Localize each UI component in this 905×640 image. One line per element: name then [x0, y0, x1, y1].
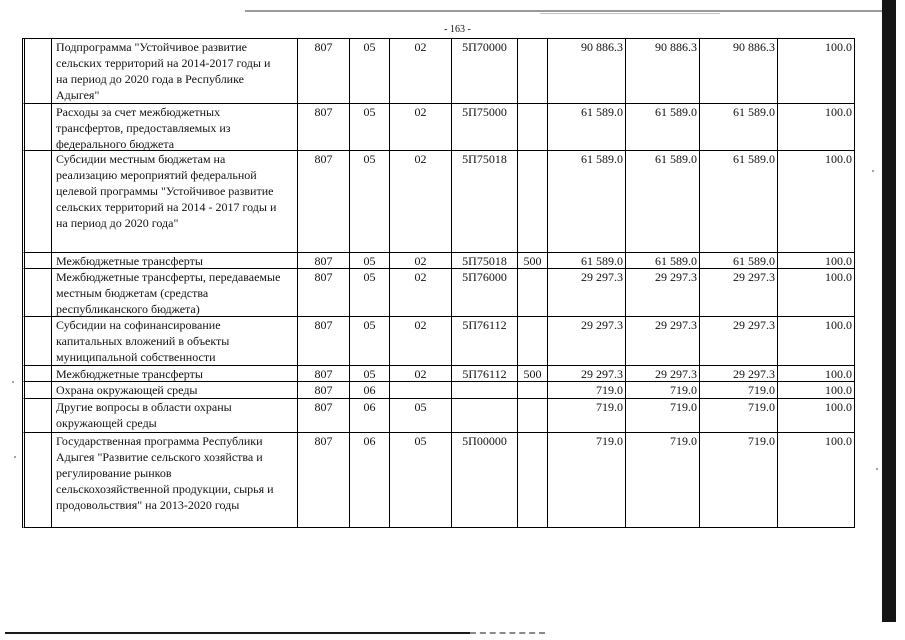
- table-row: [22, 104, 855, 151]
- amount-cell-3: 29 297.3: [700, 366, 778, 382]
- table-row: [22, 253, 855, 269]
- expense-type-cell: [518, 317, 548, 366]
- row-name-line: продовольствия" на 2013-2020 годы: [56, 498, 240, 512]
- row-name-line: Охрана окружающей среды: [56, 383, 198, 397]
- row-margin-cell: [22, 366, 52, 382]
- percent-cell: 100.0: [778, 151, 855, 253]
- amount-cell-2: 29 297.3: [626, 366, 700, 382]
- amount-cell-3: 719.0: [700, 382, 778, 399]
- ministry-code-cell: 807: [298, 39, 350, 104]
- row-name-cell: [52, 253, 298, 269]
- percent-cell: 100.0: [778, 253, 855, 269]
- row-margin-cell: [22, 399, 52, 433]
- expense-type-cell: [518, 269, 548, 317]
- subsection-code-cell: [390, 382, 452, 399]
- amount-cell-2: 719.0: [626, 382, 700, 399]
- amount-cell-1: 719.0: [548, 382, 626, 399]
- scan-artifact-top-line-faint: [540, 13, 720, 14]
- amount-cell-1: 61 589.0: [548, 151, 626, 253]
- row-name-line: Подпрограмма "Устойчивое развитие: [56, 40, 247, 54]
- target-article-cell: 5П75000: [452, 104, 518, 151]
- target-article-cell: [452, 399, 518, 433]
- target-article-cell: 5П76112: [452, 317, 518, 366]
- subsection-code-cell: 02: [390, 269, 452, 317]
- ministry-code-cell: 807: [298, 104, 350, 151]
- expense-type-cell: 500: [518, 366, 548, 382]
- row-name-line: Межбюджетные трансферты: [56, 367, 203, 381]
- scan-speck: [872, 170, 874, 172]
- table-row: [22, 39, 855, 104]
- scan-artifact-top-line: [245, 10, 885, 12]
- percent-cell: 100.0: [778, 104, 855, 151]
- section-code-cell: 05: [350, 151, 390, 253]
- row-name-line: сельских территорий на 2014 - 2017 годы и: [56, 200, 277, 214]
- subsection-code-cell: 02: [390, 366, 452, 382]
- row-name-cell: [52, 104, 298, 151]
- row-name-line: Адыгея "Развитие сельского хозяйства и: [56, 450, 263, 464]
- table-row: [22, 317, 855, 366]
- expense-type-cell: [518, 382, 548, 399]
- section-code-cell: 05: [350, 253, 390, 269]
- row-name-line: сельскохозяйственной продукции, сырья и: [56, 482, 274, 496]
- amount-cell-2: 719.0: [626, 399, 700, 433]
- amount-cell-2: 61 589.0: [626, 253, 700, 269]
- ministry-code-cell: 807: [298, 253, 350, 269]
- row-name-line: окружающей среды: [56, 416, 157, 430]
- amount-cell-1: 90 886.3: [548, 39, 626, 104]
- ministry-code-cell: 807: [298, 269, 350, 317]
- row-name-line: Субсидии местным бюджетам на: [56, 152, 226, 166]
- percent-cell: 100.0: [778, 317, 855, 366]
- amount-cell-3: 719.0: [700, 433, 778, 528]
- row-name-cell: [52, 382, 298, 399]
- row-name-line: Субсидии на софинансирование: [56, 318, 221, 332]
- row-name-line: Государственная программа Республики: [56, 434, 263, 448]
- expense-type-cell: [518, 39, 548, 104]
- section-code-cell: 06: [350, 433, 390, 528]
- table-row: [22, 151, 855, 253]
- row-name-cell: [52, 433, 298, 528]
- row-name-line: Межбюджетные трансферты, передаваемые: [56, 270, 281, 284]
- row-name-line: муниципальной собственности: [56, 350, 216, 364]
- percent-cell: 100.0: [778, 269, 855, 317]
- row-name-line: сельских территорий на 2014-2017 годы и: [56, 56, 271, 70]
- scan-artifact-bottom-dashes: [470, 632, 545, 634]
- target-article-cell: 5П76000: [452, 269, 518, 317]
- row-name-line: целевой программы "Устойчивое развитие: [56, 184, 274, 198]
- row-margin-cell: [22, 269, 52, 317]
- row-name-line: регулирование рынков: [56, 466, 172, 480]
- amount-cell-1: 61 589.0: [548, 104, 626, 151]
- percent-cell: 100.0: [778, 399, 855, 433]
- target-article-cell: 5П70000: [452, 39, 518, 104]
- ministry-code-cell: 807: [298, 151, 350, 253]
- table-row: [22, 269, 855, 317]
- row-margin-cell: [22, 382, 52, 399]
- amount-cell-3: 90 886.3: [700, 39, 778, 104]
- amount-cell-2: 719.0: [626, 433, 700, 528]
- target-article-cell: 5П75018: [452, 151, 518, 253]
- row-name-line: местным бюджетам (средства: [56, 286, 209, 300]
- table-row: [22, 366, 855, 382]
- amount-cell-3: 61 589.0: [700, 151, 778, 253]
- target-article-cell: [452, 382, 518, 399]
- amount-cell-3: 719.0: [700, 399, 778, 433]
- row-name-cell: [52, 39, 298, 104]
- expense-type-cell: [518, 399, 548, 433]
- amount-cell-1: 29 297.3: [548, 269, 626, 317]
- subsection-code-cell: 02: [390, 151, 452, 253]
- section-code-cell: 06: [350, 399, 390, 433]
- row-margin-cell: [22, 317, 52, 366]
- scan-speck: [14, 456, 16, 458]
- table-row: [22, 433, 855, 528]
- row-name-line: Другие вопросы в области охраны: [56, 400, 232, 414]
- row-margin-cell: [22, 433, 52, 528]
- amount-cell-1: 719.0: [548, 433, 626, 528]
- scan-speck: [876, 468, 878, 470]
- expense-type-cell: [518, 151, 548, 253]
- table-row: [22, 399, 855, 433]
- subsection-code-cell: 05: [390, 399, 452, 433]
- amount-cell-1: 29 297.3: [548, 317, 626, 366]
- ministry-code-cell: 807: [298, 366, 350, 382]
- amount-cell-1: 61 589.0: [548, 253, 626, 269]
- amount-cell-2: 90 886.3: [626, 39, 700, 104]
- expense-type-cell: [518, 104, 548, 151]
- row-name-line: на период до 2020 года в Республике: [56, 72, 244, 86]
- amount-cell-3: 29 297.3: [700, 269, 778, 317]
- section-code-cell: 05: [350, 104, 390, 151]
- scan-speck: [12, 381, 14, 383]
- section-code-cell: 05: [350, 317, 390, 366]
- amount-cell-2: 29 297.3: [626, 269, 700, 317]
- amount-cell-2: 61 589.0: [626, 151, 700, 253]
- row-name-line: республиканского бюджета): [56, 302, 200, 316]
- amount-cell-1: 719.0: [548, 399, 626, 433]
- row-name-cell: [52, 366, 298, 382]
- amount-cell-3: 61 589.0: [700, 253, 778, 269]
- percent-cell: 100.0: [778, 39, 855, 104]
- ministry-code-cell: 807: [298, 433, 350, 528]
- row-margin-cell: [22, 253, 52, 269]
- percent-cell: 100.0: [778, 382, 855, 399]
- row-name-line: Расходы за счет межбюджетных: [56, 105, 221, 119]
- scan-artifact-right-edge: [882, 0, 896, 622]
- expense-type-cell: [518, 433, 548, 528]
- target-article-cell: 5П00000: [452, 433, 518, 528]
- percent-cell: 100.0: [778, 433, 855, 528]
- section-code-cell: 06: [350, 382, 390, 399]
- row-margin-cell: [22, 151, 52, 253]
- amount-cell-3: 61 589.0: [700, 104, 778, 151]
- row-margin-cell: [22, 39, 52, 104]
- budget-table: [22, 38, 855, 528]
- target-article-cell: 5П75018: [452, 253, 518, 269]
- row-name-cell: [52, 269, 298, 317]
- subsection-code-cell: 02: [390, 253, 452, 269]
- subsection-code-cell: 02: [390, 104, 452, 151]
- scan-artifact-bottom-line: [5, 632, 470, 634]
- row-margin-cell: [22, 104, 52, 151]
- subsection-code-cell: 02: [390, 317, 452, 366]
- amount-cell-3: 29 297.3: [700, 317, 778, 366]
- target-article-cell: 5П76112: [452, 366, 518, 382]
- subsection-code-cell: 02: [390, 39, 452, 104]
- expense-type-cell: 500: [518, 253, 548, 269]
- amount-cell-2: 29 297.3: [626, 317, 700, 366]
- row-name-cell: [52, 317, 298, 366]
- section-code-cell: 05: [350, 366, 390, 382]
- amount-cell-1: 29 297.3: [548, 366, 626, 382]
- row-name-line: федерального бюджета: [56, 137, 175, 151]
- row-name-line: реализацию мероприятий федеральной: [56, 168, 257, 182]
- section-code-cell: 05: [350, 269, 390, 317]
- row-name-cell: [52, 151, 298, 253]
- percent-cell: 100.0: [778, 366, 855, 382]
- page-number: - 163 -: [444, 24, 471, 35]
- row-name-line: Межбюджетные трансферты: [56, 254, 203, 268]
- row-name-line: на период до 2020 года": [56, 216, 179, 230]
- section-code-cell: 05: [350, 39, 390, 104]
- row-name-line: Адыгея": [56, 88, 100, 102]
- row-name-cell: [52, 399, 298, 433]
- row-name-line: трансфертов, предоставляемых из: [56, 121, 231, 135]
- amount-cell-2: 61 589.0: [626, 104, 700, 151]
- ministry-code-cell: 807: [298, 399, 350, 433]
- row-name-line: капитальных вложений в объекты: [56, 334, 230, 348]
- ministry-code-cell: 807: [298, 382, 350, 399]
- subsection-code-cell: 05: [390, 433, 452, 528]
- ministry-code-cell: 807: [298, 317, 350, 366]
- table-row: [22, 382, 855, 399]
